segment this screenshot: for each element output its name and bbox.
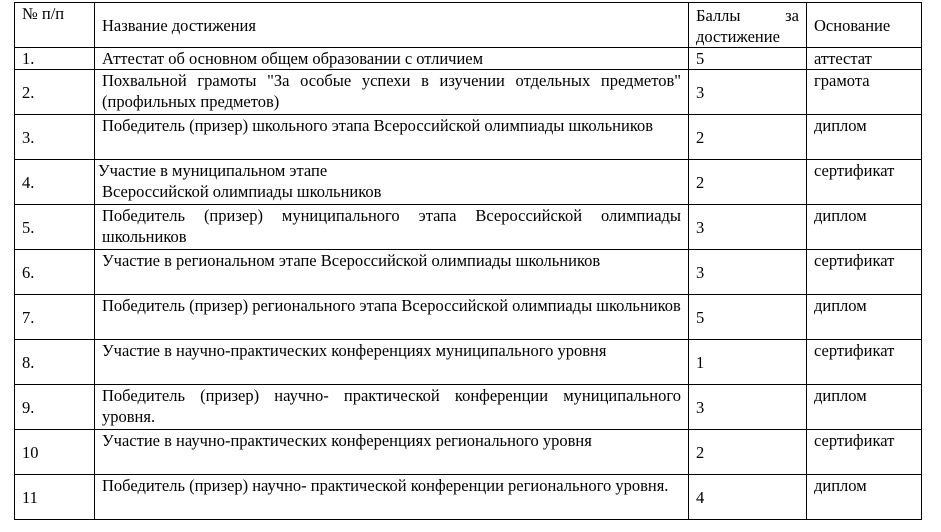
row-points: 3: [689, 250, 807, 295]
row-points: 2: [689, 430, 807, 475]
row-name-line1: Участие в муниципальном этапе: [98, 161, 328, 180]
row-name: Участие в научно-практических конференциях регионального уровня: [95, 430, 689, 475]
row-name: Победитель (призер) научно- практической конференции регионального уровня.: [95, 475, 689, 520]
row-num: 9.: [15, 385, 95, 430]
header-points: [689, 3, 807, 48]
row-name: Победитель (призер) научно- практической конференции муниципального уровня.: [95, 385, 689, 430]
row-points: 3: [689, 205, 807, 250]
row-basis: сертификат: [807, 430, 922, 475]
table-row: [15, 205, 922, 250]
row-num: 8.: [15, 340, 95, 385]
row-points: 3: [689, 385, 807, 430]
header-num: № п/п: [15, 3, 95, 48]
row-basis: аттестат: [807, 48, 922, 70]
row-points: 1: [689, 340, 807, 385]
table-row: [15, 340, 922, 385]
row-basis: грамота: [807, 70, 922, 115]
row-basis: сертификат: [807, 160, 922, 205]
row-num: 1.: [15, 48, 95, 70]
row-name: [95, 160, 689, 205]
table-row: [15, 475, 922, 520]
row-num: 3.: [15, 115, 95, 160]
table-row: [15, 385, 922, 430]
table-row: [15, 70, 922, 115]
row-points: 5: [689, 48, 807, 70]
header-name: Название достижения: [95, 3, 689, 48]
table-row: [15, 250, 922, 295]
row-name: Победитель (призер) регионального этапа Всероссийской олимпиады школьников: [95, 295, 689, 340]
row-basis: диплом: [807, 115, 922, 160]
row-num: 4.: [15, 160, 95, 205]
row-num: 6.: [15, 250, 95, 295]
row-name: Победитель (призер) школьного этапа Всероссийской олимпиады школьников: [95, 115, 689, 160]
table-row: [15, 48, 922, 70]
row-basis: диплом: [807, 295, 922, 340]
row-num: 11: [15, 475, 95, 520]
row-basis: диплом: [807, 385, 922, 430]
row-name: Аттестат об основном общем образовании с отличием: [95, 48, 689, 70]
row-points: 2: [689, 160, 807, 205]
row-points: 3: [689, 70, 807, 115]
header-points-line2: достижение: [696, 27, 780, 46]
table-row: [15, 160, 922, 205]
table-row: [15, 115, 922, 160]
achievements-table: [14, 2, 922, 520]
row-name: Победитель (призер) муниципального этапа Всероссийской олимпиады школьников: [95, 205, 689, 250]
row-points: 2: [689, 115, 807, 160]
row-num: 10: [15, 430, 95, 475]
row-num: 7.: [15, 295, 95, 340]
row-basis: сертификат: [807, 340, 922, 385]
header-points-line1: Баллы за: [696, 6, 799, 25]
row-name: Похвальной грамоты "За особые успехи в изучении отдельных предметов" (профильных предметов): [95, 70, 689, 115]
header-basis: Основание: [807, 3, 922, 48]
row-points: 4: [689, 475, 807, 520]
row-basis: диплом: [807, 205, 922, 250]
row-num: 5.: [15, 205, 95, 250]
table-row: [15, 430, 922, 475]
row-points: 5: [689, 295, 807, 340]
row-name: Участие в научно-практических конференциях муниципального уровня: [95, 340, 689, 385]
row-basis: диплом: [807, 475, 922, 520]
row-basis: сертификат: [807, 250, 922, 295]
table-row: [15, 295, 922, 340]
row-name-line2: Всероссийской олимпиады школьников: [102, 182, 382, 201]
row-num: 2.: [15, 70, 95, 115]
row-name: Участие в региональном этапе Всероссийской олимпиады школьников: [95, 250, 689, 295]
table-header-row: [15, 3, 922, 48]
